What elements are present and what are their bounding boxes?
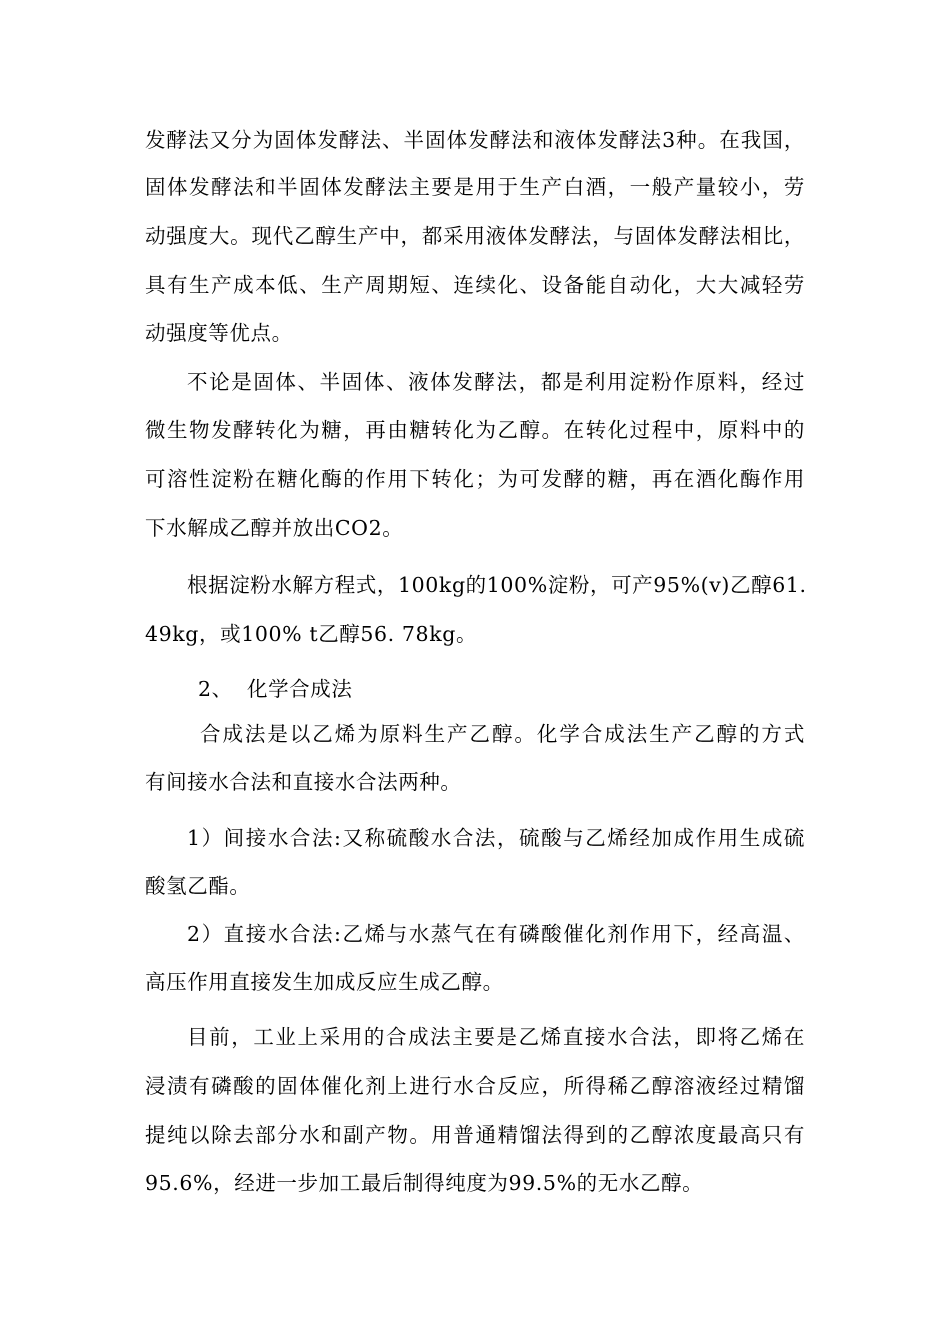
text-line: 酸氢乙酯。	[145, 874, 251, 898]
section-heading: 2、 化学合成法	[198, 677, 353, 701]
text-line: 有间接水合法和直接水合法两种。	[145, 770, 462, 794]
text-line: 具有生产成本低、生产周期短、连续化、设备能自动化，大大减轻劳	[145, 273, 805, 297]
text-line: 根据淀粉水解方程式，100kg的100%淀粉，可产95%(v)乙醇61.	[187, 573, 807, 597]
text-line: 2）直接水合法:乙烯与水蒸气在有磷酸催化剂作用下，经高温、	[187, 922, 805, 946]
text-line: 49kg，或100% t乙醇56. 78kg。	[145, 622, 478, 646]
text-line: 浸渍有磷酸的固体催化剂上进行水合反应，所得稀乙醇溶液经过精馏	[145, 1074, 805, 1098]
text-line: 动强度大。现代乙醇生产中，都采用液体发酵法，与固体发酵法相比，	[145, 224, 805, 248]
text-line: 高压作用直接发生加成反应生成乙醇。	[145, 970, 504, 994]
text-line: 微生物发酵转化为糖，再由糖转化为乙醇。在转化过程中，原料中的	[145, 418, 805, 442]
text-line: 目前，工业上采用的合成法主要是乙烯直接水合法，即将乙烯在	[187, 1025, 805, 1049]
text-line: 95.6%，经进一步加工最后制得纯度为99.5%的无水乙醇。	[145, 1171, 704, 1195]
text-line: 合成法是以乙烯为原料生产乙醇。化学合成法生产乙醇的方式	[200, 722, 805, 746]
text-line: 动强度等优点。	[145, 321, 293, 345]
text-line: 固体发酵法和半固体发酵法主要是用于生产白酒，一般产量较小，劳	[145, 175, 805, 199]
text-line: 下水解成乙醇并放出CO2。	[145, 516, 404, 540]
text-line: 提纯以除去部分水和副产物。用普通精馏法得到的乙醇浓度最高只有	[145, 1123, 805, 1147]
text-line: 不论是固体、半固体、液体发酵法，都是利用淀粉作原料，经过	[187, 370, 805, 394]
text-line: 可溶性淀粉在糖化酶的作用下转化；为可发酵的糖，再在酒化酶作用	[145, 467, 805, 491]
text-line: 1）间接水合法:又称硫酸水合法，硫酸与乙烯经加成作用生成硫	[187, 826, 805, 850]
text-line: 发酵法又分为固体发酵法、半固体发酵法和液体发酵法3种。在我国，	[145, 128, 805, 152]
